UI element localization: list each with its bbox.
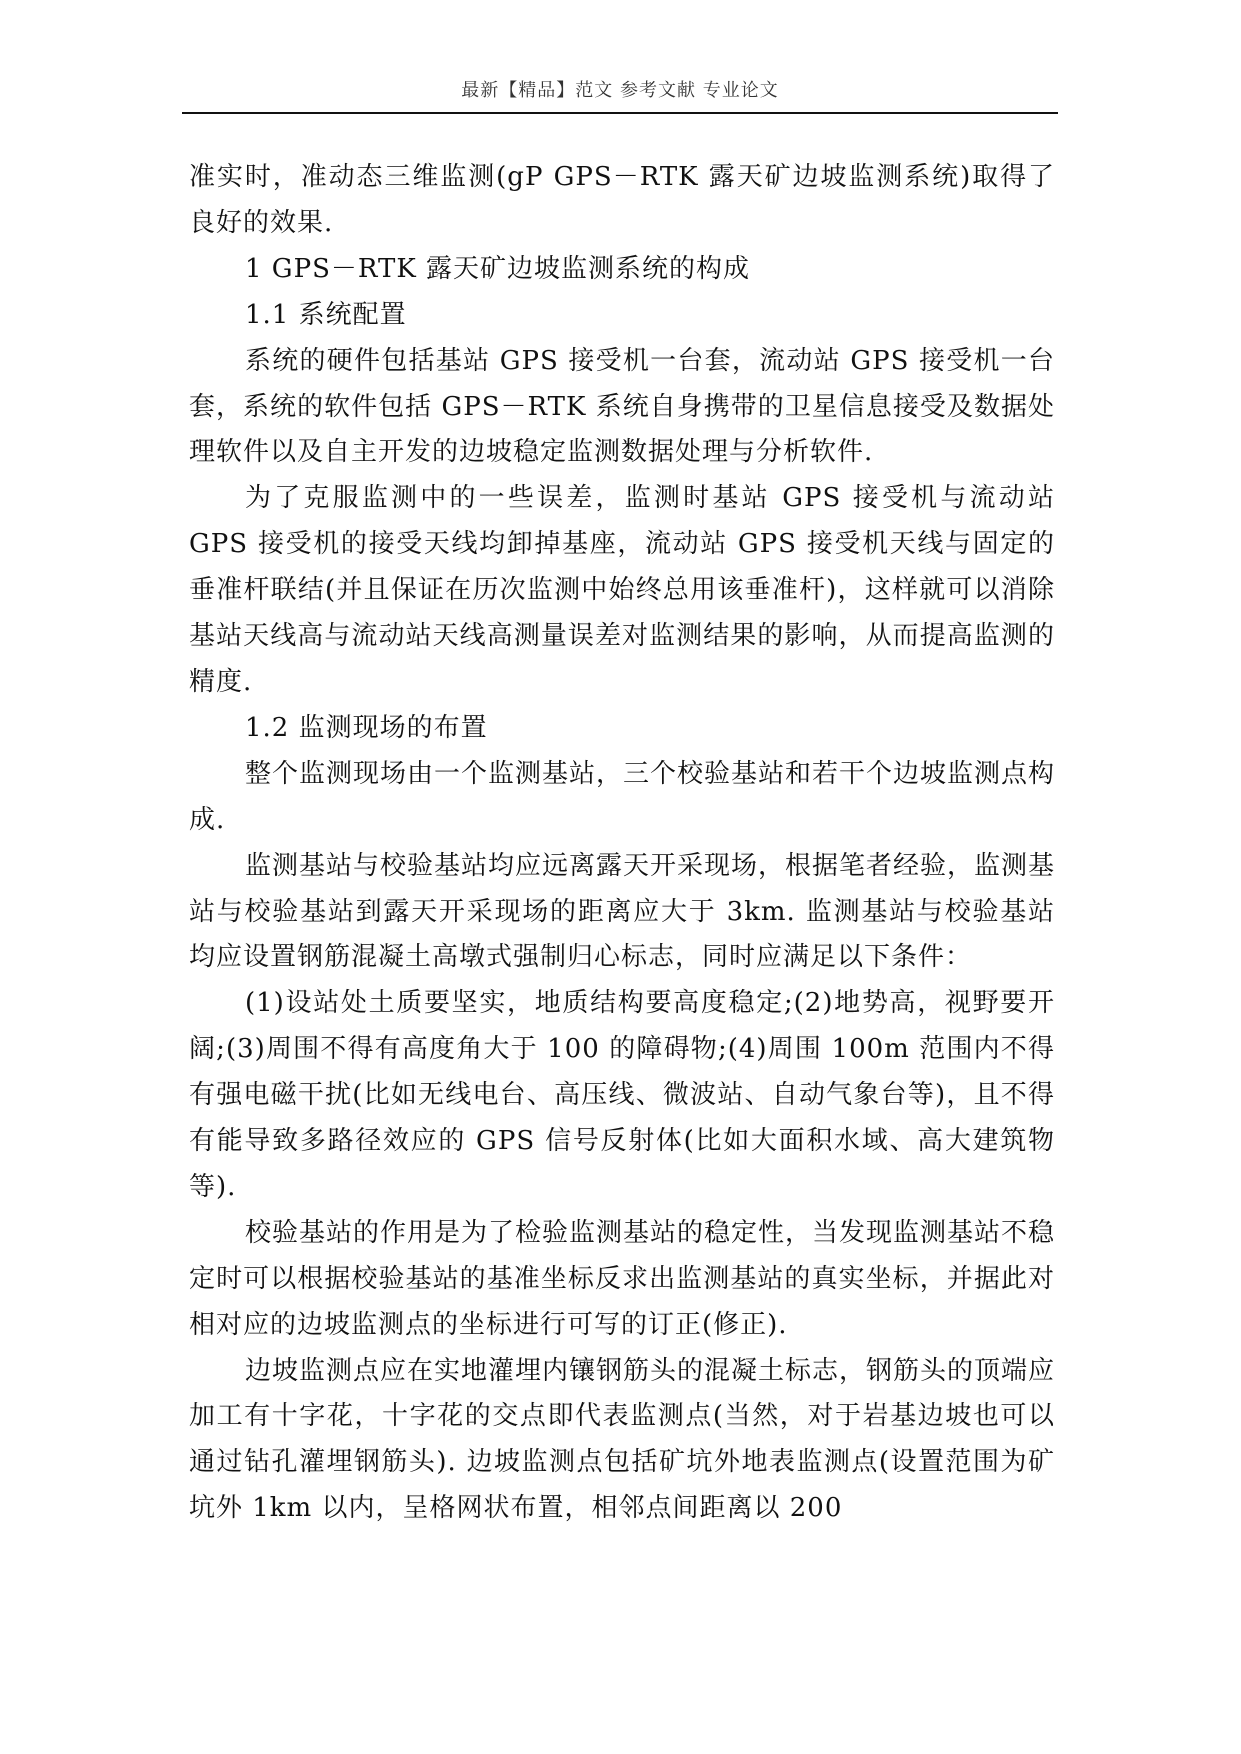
paragraph: 1 GPS－RTK 露天矿边坡监测系统的构成 (245, 253, 751, 284)
paragraph: 边坡监测点应在实地灌埋内镶钢筋头的混凝土标志，钢筋头的顶端应加工有十字花，十字花的交点即代表监测点(当然，对于岩基边坡也可以通过钻孔灌埋钢筋头). 边坡监测点包括矿坑外地表监测点(设置范围为矿坑外 1km 以内，呈格网状布置，相邻点间距离以 200 (189, 1355, 1056, 1524)
paragraph: (1)设站处土质要坚实，地质结构要高度稳定;(2)地势高，视野要开阔;(3)周围不得有高度角大于 100 的障碍物;(4)周围 100m 范围内不得有强电磁干扰(比如无线电台、高压线、微波站、自动气象台等)，且不得有能导致多路径效应的 GPS 信号反射体(比如大面积水域、高大建筑物等). (189, 988, 1055, 1202)
paragraph: 1.2 监测现场的布置 (245, 712, 488, 743)
document-body (189, 155, 1055, 1532)
page-header: 最新【精品】范文 参考文献 专业论文 (461, 80, 779, 101)
paragraph: 系统的硬件包括基站 GPS 接受机一台套，流动站 GPS 接受机一台套，系统的软件包括 GPS－RTK 系统自身携带的卫星信息接受及数据处理软件以及自主开发的边坡稳定监测数据处理与分析软件. (189, 345, 1055, 468)
paragraph: 1.1 系统配置 (245, 299, 407, 330)
header-divider (182, 112, 1058, 114)
paragraph: 校验基站的作用是为了检验监测基站的稳定性，当发现监测基站不稳定时可以根据校验基站的基准坐标反求出监测基站的真实坐标，并据此对相对应的边坡监测点的坐标进行可写的订正(修正). (189, 1217, 1056, 1340)
paragraph: 监测基站与校验基站均应远离露天开采现场，根据笔者经验，监测基站与校验基站到露天开采现场的距离应大于 3km. 监测基站与校验基站均应设置钢筋混凝土高墩式强制归心标志，同时应满足以下条件： (189, 850, 1056, 973)
paragraph: 为了克服监测中的一些误差，监测时基站 GPS 接受机与流动站 GPS 接受机的接受天线均卸掉基座，流动站 GPS 接受机天线与固定的垂准杆联结(并且保证在历次监测中始终总用该垂准杆)，这样就可以消除基站天线高与流动站天线高测量误差对监测结果的影响，从而提高监测的精度. (189, 483, 1055, 697)
paragraph: 整个监测现场由一个监测基站，三个校验基站和若干个边坡监测点构成. (189, 758, 1056, 835)
paragraph: 准实时，准动态三维监测(gP GPS－RTK 露天矿边坡监测系统)取得了良好的效果. (189, 162, 1055, 238)
